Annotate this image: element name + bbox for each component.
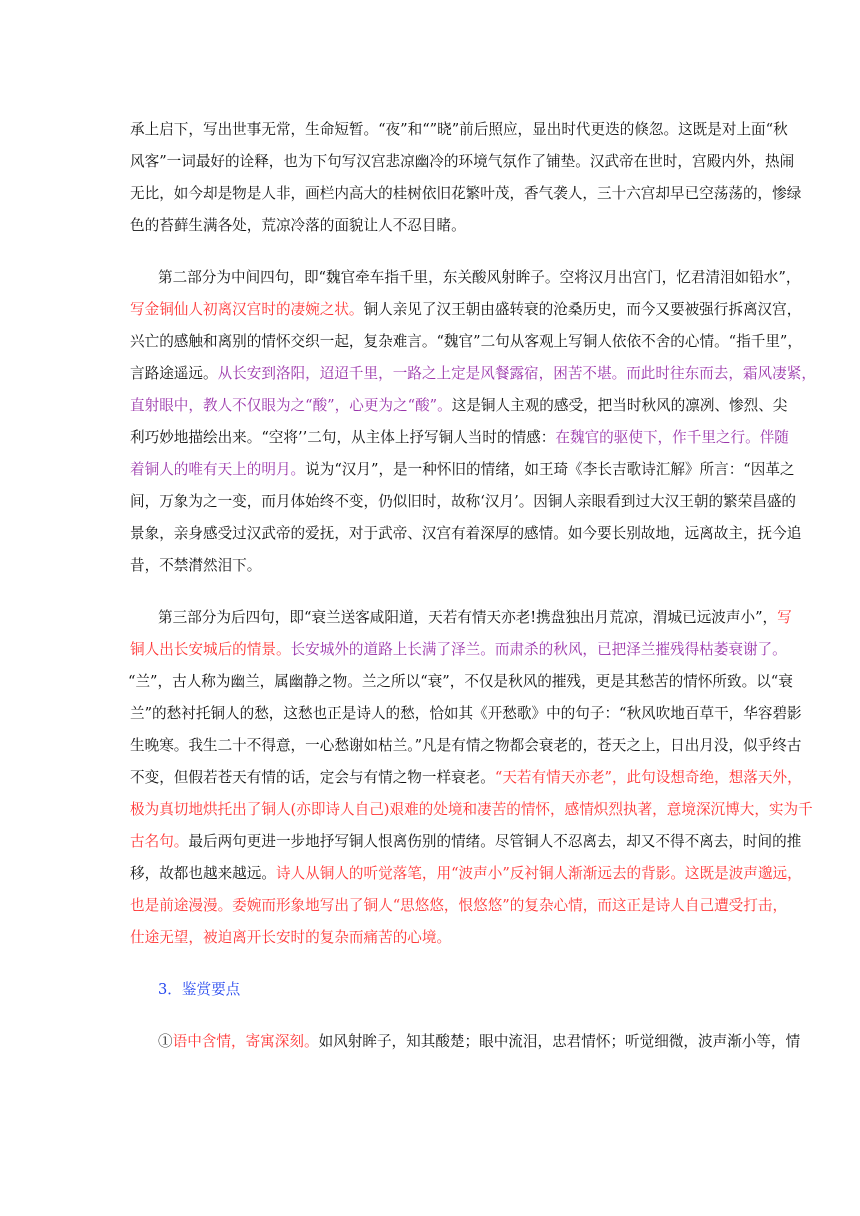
text-line xyxy=(158,261,801,295)
text-run: 最后两句更进一步地抒写铜人恨离伤别的情绪。尽管铜人不忍离去，却又不得不离去，时间的推 xyxy=(188,833,802,850)
text-line xyxy=(130,633,787,667)
highlight-purple: 着铜人的唯有天上的明月。 xyxy=(130,461,306,478)
text-run: “兰”，古人称为幽兰，属幽静之物。兰之所以“衰”，不仅是秋风的摧残，更是其愁苦的情怀所致。以“衰 xyxy=(128,673,793,690)
text-line xyxy=(130,921,740,955)
text-line xyxy=(130,761,802,795)
text-run: 第二部分为中间四句，即“魏官牵车指千里，东关酸风射眸子。空将汉月出宫门，忆君清泪如铅水”， xyxy=(158,269,801,286)
text-run: 间，万象为之一变，而月体始终不变，仍似旧时，故称‘汉月’。因铜人亲眼看到过大汉王朝的繁荣昌盛的 xyxy=(130,493,797,510)
text-run: 不变，但假若苍天有情的话，定会与有情之物一样衰老。 xyxy=(130,769,495,786)
text-line xyxy=(130,421,789,455)
highlight-red: 写 xyxy=(777,609,792,626)
text-run: 生晚寒。我生二十不得意，一心愁谢如枯兰。”凡是有情之物都会衰老的，苍天之上，日出月没，似乎终古 xyxy=(130,737,802,754)
text-run: 承上启下，写出世事无常，生命短暂。“夜”和“”晓”前后照应，显出时代更迭的倏忽。这既是对上面“秋 xyxy=(130,121,788,138)
highlight-purple: 从长安到洛阳，迢迢千里，一路之上定是风餐露宿，困苦不堪。而此时往东而去，霜风凄紧， xyxy=(217,365,816,382)
text-line xyxy=(130,209,740,243)
text-run: 第三部分为后四句，即“衰兰送客咸阳道，天若有情天亦老!携盘独出月荒凉，渭城已远波声小”， xyxy=(158,609,778,626)
highlight-red: “天若有情天亦老”，此句设想奇绝，想落天外， xyxy=(494,769,802,786)
text-line xyxy=(130,113,788,147)
highlight-red: 语中含情，寄寓深刻。 xyxy=(172,1033,319,1050)
section-heading-text: 3．鉴赏要点 xyxy=(158,981,241,998)
text-run: 移，故都也越来越远。 xyxy=(130,865,276,882)
text-line xyxy=(130,357,816,391)
text-line xyxy=(130,793,813,827)
text-run: 这是铜人主观的感受，把当时秋风的凛冽、惨烈、尖 xyxy=(451,397,788,414)
point-1 xyxy=(158,1025,801,1059)
text-line xyxy=(130,485,797,519)
text-run: 言路途遥远。 xyxy=(130,365,218,382)
text-run: 景象，亲身感受过汉武帝的爱抚，对于武帝、汉宫有着深厚的感情。如今要长别故地，远离故主，抚今追 xyxy=(130,525,802,542)
text-line xyxy=(130,325,802,359)
text-line xyxy=(130,697,802,731)
text-line xyxy=(130,177,802,211)
text-run: 风客”一词最好的诠释，也为下句写汉宫悲凉幽冷的环境气氛作了铺垫。汉武帝在世时，宫殿内外，热闹 xyxy=(130,153,795,170)
text-line xyxy=(130,389,788,423)
text-run: 无比，如今却是物是人非，画栏内高大的桂树依旧花繁叶茂，香气袭人，三十六宫却早已空荡荡的，惨绿 xyxy=(130,185,802,202)
highlight-purple: 长安城外的道路上长满了泽兰。而肃杀的秋风，已把泽兰摧残得枯萎衰谢了。 xyxy=(290,641,787,658)
text-run: 色的苔藓生满各处，荒凉冷落的面貌让人不忍目睹。 xyxy=(130,217,466,234)
text-line xyxy=(130,453,795,487)
text-line xyxy=(130,889,788,923)
text-run: 铜人亲见了汉王朝由盛转衰的沧桑历史，而今又要被强行拆离汉宫， xyxy=(363,301,802,318)
highlight-red: 也是前途漫漫。委婉而形象地写出了铜人“思悠悠，恨悠悠”的复杂心情，而这正是诗人自己遭受打击， xyxy=(130,897,788,914)
text-run: 兰”的愁衬托铜人的愁，这愁也正是诗人的愁，恰如其《开愁歌》中的句子：“秋风吹地百草干，华容碧影 xyxy=(130,705,802,722)
text-run: 如风射眸子，知其酸楚；眼中流泪，忠君情怀；听觉细微，波声渐小等，情 xyxy=(318,1033,801,1050)
text-line xyxy=(130,145,795,179)
highlight-red: 诗人从铜人的听觉落笔，用“波声小”反衬铜人渐渐远去的背影。这既是波声邈远， xyxy=(275,865,802,882)
text-line xyxy=(130,825,802,859)
text-run: 昔，不禁潸然泪下。 xyxy=(130,557,262,574)
highlight-purple: 直射眼中，教人不仅眼为之“酸”，心更为之“酸”。 xyxy=(130,397,452,414)
highlight-purple: 在魏官的驱使下，作千里之行。伴随 xyxy=(555,429,789,446)
highlight-red: 铜人出长安城后的情景。 xyxy=(130,641,291,658)
section-heading xyxy=(158,973,740,1007)
highlight-red: 写金铜仙人初离汉宫时的凄婉之状。 xyxy=(130,301,364,318)
text-line xyxy=(130,549,740,583)
text-line xyxy=(130,517,802,551)
text-run: 兴亡的感触和离别的情怀交织一起，复杂难言。“魏官”二句从客观上写铜人依依不舍的心情。“指千里”， xyxy=(130,333,802,350)
text-line xyxy=(130,857,802,891)
highlight-red: 仕途无望，被迫离开长安时的复杂而痛苦的心境。 xyxy=(130,929,452,946)
text-line xyxy=(158,601,792,635)
text-line xyxy=(130,729,802,763)
text-line xyxy=(128,665,793,699)
highlight-red: 古名句。 xyxy=(130,833,189,850)
text-run: 利巧妙地描绘出来。“空将’’二句，从主体上抒写铜人当时的情感： xyxy=(130,429,556,446)
text-line xyxy=(130,293,802,327)
list-marker: ① xyxy=(158,1033,173,1050)
highlight-red: 极为真切地烘托出了铜人(亦即诗人自己)艰难的处境和凄苦的情怀，感情炽烈执著，意境深沉博大，实为千 xyxy=(130,801,813,818)
text-run: 说为“汉月”，是一种怀旧的情绪，如王琦《李长吉歌诗汇解》所言：“因革之 xyxy=(305,461,795,478)
